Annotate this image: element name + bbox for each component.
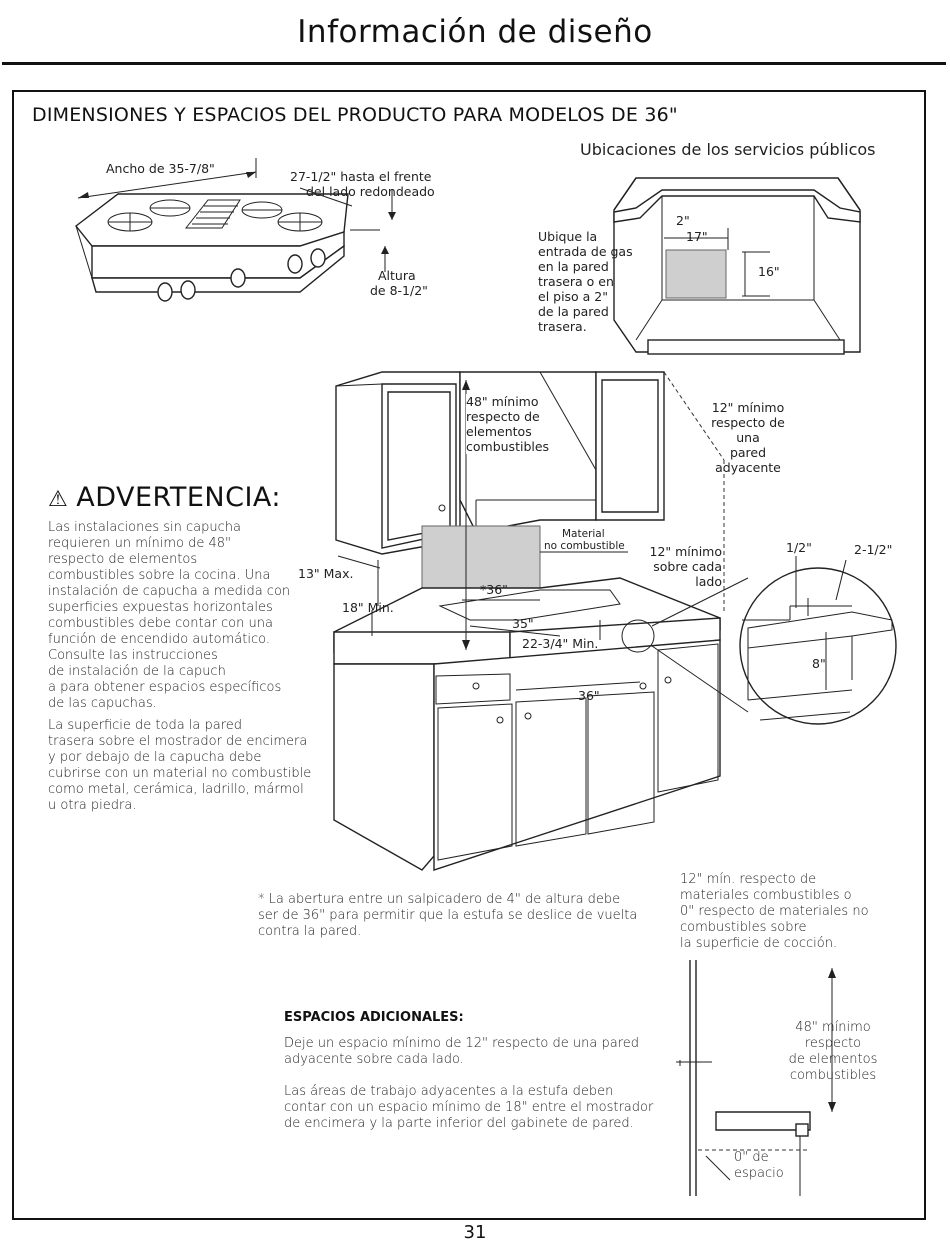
detail-2half-label: 2-1/2" xyxy=(854,542,893,557)
additional-heading: ESPACIOS ADICIONALES: xyxy=(284,1010,464,1025)
dim35-label: 35" xyxy=(512,616,534,631)
cooktop-front-label-1: 27-1/2" hasta el frente xyxy=(290,169,432,184)
label-line: 12" mínimo xyxy=(649,544,722,559)
note-line: combustibles sobre xyxy=(680,920,807,935)
label-line: 12" mínimo xyxy=(711,400,785,415)
label-line: respecto de una xyxy=(711,415,785,445)
label-line: 48" mínimo xyxy=(466,394,539,409)
warning-line: instalación de capucha a medida con xyxy=(48,584,291,599)
paragraph-line: Deje un espacio mínimo de 12" respecto de una pared xyxy=(284,1036,640,1051)
gas-line-5: el piso a 2" xyxy=(538,289,609,304)
warning-paragraph-1 xyxy=(48,520,290,712)
utilities-title: Ubicaciones de los servicios públicos xyxy=(580,140,876,159)
label-line: respecto xyxy=(804,1036,862,1051)
footnote-line: * La abertura entre un salpicadero de 4" de altura debe xyxy=(258,892,621,907)
gas-line-1: Ubique la xyxy=(538,229,598,244)
label-line: elementos xyxy=(466,424,532,439)
warning-line: Las instalaciones sin capucha xyxy=(48,520,241,535)
gas-line-4: trasera o en xyxy=(538,274,614,289)
detail-half-label: 1/2" xyxy=(786,540,812,555)
warning-line: La superficie de toda la pared xyxy=(48,718,243,733)
warning-line: función de encendido automático. xyxy=(48,632,270,647)
label-line: Material xyxy=(562,528,605,540)
warning-line: superficies expuestas horizontales xyxy=(48,600,273,615)
side-view-min48 xyxy=(786,1020,880,1084)
warning-line: y por debajo de la capucha debe xyxy=(48,750,262,765)
utility-dim-17: 17" xyxy=(686,229,708,244)
page-title: Información de diseño xyxy=(297,14,653,50)
cooktop-width-label: Ancho de 35-7/8" xyxy=(106,161,215,176)
paragraph-line: de encimera y la parte inferior del gabinete de pared. xyxy=(284,1116,634,1131)
gas-line-7: trasera. xyxy=(538,319,587,334)
warning-line: de instalación de la capuch xyxy=(48,664,226,679)
note-line: materiales combustibles o xyxy=(680,888,852,903)
section-title: DIMENSIONES Y ESPACIOS DEL PRODUCTO PARA MODELOS DE 36" xyxy=(32,104,678,126)
footnote xyxy=(258,892,637,940)
gas-line-2: entrada de gas xyxy=(538,244,633,259)
label-line: sobre cada lado xyxy=(653,559,722,589)
additional-paragraph-1 xyxy=(284,1036,639,1068)
warning-line: respecto de elementos xyxy=(48,552,198,567)
utility-dim-2: 2" xyxy=(676,213,690,228)
label-line: pared adyacente xyxy=(715,445,781,475)
side-view-zero xyxy=(734,1150,784,1182)
utility-dim-16: 16" xyxy=(758,264,780,279)
note-line: la superficie de cocción. xyxy=(680,936,838,951)
label-line: respecto de xyxy=(466,409,540,424)
max13-label: 13" Max. xyxy=(298,566,354,581)
paragraph-line: Las áreas de trabajo adyacentes a la estufa deben xyxy=(284,1084,614,1099)
warning-line: combustibles sobre la cocina. Una xyxy=(48,568,271,583)
min12-wall-label xyxy=(698,400,798,475)
label-line: 48" mínimo xyxy=(795,1020,871,1035)
detail-8-label: 8" xyxy=(812,656,826,671)
label-line: 0" de xyxy=(734,1150,769,1165)
warning-line: cubrirse con un material no combustible xyxy=(48,766,312,781)
min12-side-label xyxy=(628,544,722,589)
additional-paragraph-2 xyxy=(284,1084,653,1132)
warning-line: Consulte las instrucciones xyxy=(48,648,218,663)
warning-heading xyxy=(48,482,281,513)
side-view-note xyxy=(680,872,869,952)
label-line: no combustible xyxy=(544,540,625,552)
warning-heading-text: ADVERTENCIA: xyxy=(76,482,282,513)
label-line: combustibles xyxy=(466,439,550,454)
note-line: 12" mín. respecto de xyxy=(680,872,817,887)
gas-line-6: de la pared xyxy=(538,304,609,319)
footnote-line: contra la pared. xyxy=(258,924,362,939)
label-line: de elementos xyxy=(788,1052,878,1067)
note-line: 0" respecto de materiales no xyxy=(680,904,869,919)
material-label xyxy=(544,528,625,552)
gas-line-3: en la pared xyxy=(538,259,609,274)
min18-label: 18" Min. xyxy=(342,600,394,615)
paragraph-line: adyacente sobre cada lado. xyxy=(284,1052,464,1067)
footnote-line: ser de 36" para permitir que la estufa se deslice de vuelta xyxy=(258,908,638,923)
warning-line: de las capuchas. xyxy=(48,696,157,711)
warning-icon: ⚠ xyxy=(48,487,69,512)
label-line: espacio xyxy=(734,1166,784,1181)
warning-line: combustibles debe contar con una xyxy=(48,616,273,631)
page-number: 31 xyxy=(463,1222,487,1243)
warning-line: trasera sobre el mostrador de encimera xyxy=(48,734,308,749)
min48-label xyxy=(466,394,549,454)
warning-line: a para obtener espacios específicos xyxy=(48,680,282,695)
warning-line: u otra piedra. xyxy=(48,798,137,813)
paragraph-line: contar con un espacio mínimo de 18" entre el mostrador xyxy=(284,1100,654,1115)
dim36-top-label: *36" xyxy=(480,582,508,597)
cooktop-front-label-2: del lado redondeado xyxy=(306,184,435,199)
min22-label: 22-3/4" Min. xyxy=(522,636,599,651)
warning-line: requieren un mínimo de 48" xyxy=(48,536,231,551)
dim36-bottom-label: 36" xyxy=(578,688,600,703)
utility-box-illustration xyxy=(614,178,860,354)
cooktop-height-label-2: de 8-1/2" xyxy=(370,283,428,298)
warning-line: como metal, cerámica, ladrillo, mármol xyxy=(48,782,304,797)
label-line: combustibles xyxy=(789,1068,877,1083)
detail-circle-illustration xyxy=(740,556,896,724)
cooktop-height-label-1: Altura xyxy=(378,268,416,283)
warning-paragraph-2 xyxy=(48,718,311,814)
